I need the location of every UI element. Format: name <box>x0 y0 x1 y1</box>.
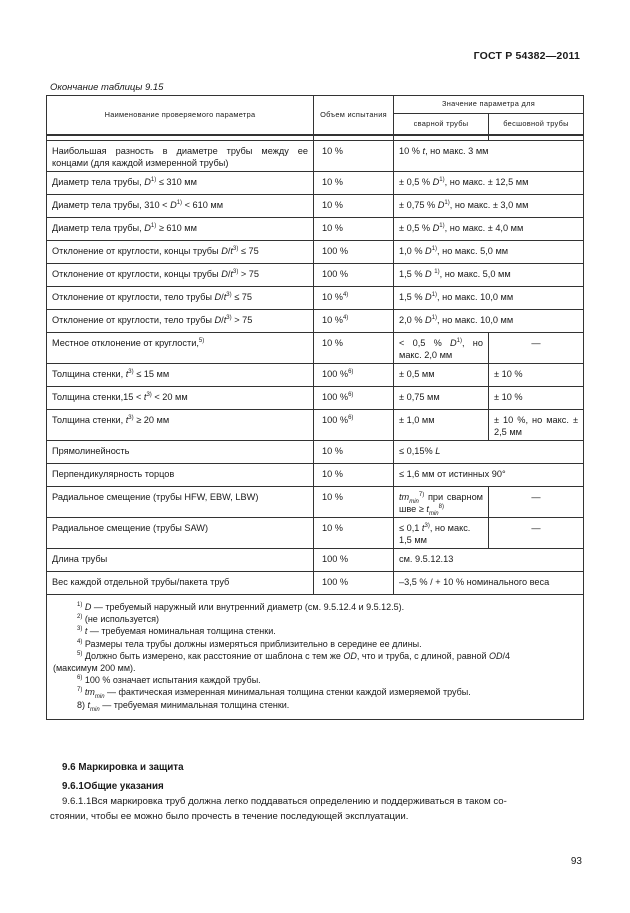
row-param: Длина трубы <box>47 549 314 572</box>
row-volume: 100 %$^{6)}$ <box>314 387 394 410</box>
table-row <box>47 310 584 333</box>
row-value: ≤ 0,15% L <box>394 441 584 464</box>
row-param: Диаметр тела трубы, $D^{1)} \le 310$ мм <box>47 172 314 195</box>
paragraph-9-6-1-1: 9.6.1.1Вся маркировка труб должна легко поддаваться определению и поддерживаться в таком со- <box>62 796 507 807</box>
footnote: $^{1)}$ D — требуемый наружный или внутренний диаметр (см. 9.5.12.4 и 9.5.12.5). <box>77 602 405 612</box>
table-row <box>47 572 584 595</box>
footnote: $^{3)}$ t — требуемая номинальная толщина стенки. <box>77 626 276 637</box>
row-value: ± 0,5 % $D^{1)}$, но макс. ± 12,5 мм <box>394 172 584 195</box>
row-value: ± 0,5 % $D^{1)}$, но макс. ± 4,0 мм <box>394 218 584 241</box>
footnote: $^{6)}$ 100 % означает испытания каждой трубы. <box>77 675 261 686</box>
table-row <box>47 441 584 464</box>
table-row <box>47 287 584 310</box>
row-param: Толщина стенки, $t^{3)} \ge 20$ мм <box>47 410 314 441</box>
paragraph-9-6-1-1-continuation: стоянии, чтобы ее можно было прочесть в течение последующей эксплуатации. <box>50 811 409 822</box>
row-volume: 10 % <box>314 218 394 241</box>
table-row <box>47 549 584 572</box>
row-value-welded: ± 0,75 мм <box>394 387 489 410</box>
row-volume: 10 % <box>314 464 394 487</box>
row-param: Отклонение от круглости, тело трубы $D/t^{3)} > 75$ <box>47 310 314 333</box>
row-value-seamless: — <box>489 333 584 364</box>
table-row <box>47 264 584 287</box>
row-param: Отклонение от круглости, тело трубы $D/t^{3)} \le 75$ <box>47 287 314 310</box>
row-value: 2,0 % $D^{1)}$, но макс. 10,0 мм <box>394 310 584 333</box>
row-volume: 10 % <box>314 195 394 218</box>
row-value-welded: ± 1,0 мм <box>394 410 489 441</box>
table-row <box>47 241 584 264</box>
row-param: Толщина стенки, $t^{3)} \le 15$ мм <box>47 364 314 387</box>
row-param: Диаметр тела трубы, $D^{1)} \ge 610$ мм <box>47 218 314 241</box>
row-volume: 100 % <box>314 241 394 264</box>
row-param: Местное отклонение от круглости,$^{5)}$ <box>47 333 314 364</box>
row-volume: 10 % <box>314 441 394 464</box>
row-value: 1,0 % $D^{1)}$, но макс. 5,0 мм <box>394 241 584 264</box>
table-row <box>47 141 584 172</box>
row-value: ≤ 1,6 мм от истинных 90° <box>394 464 584 487</box>
footnote: $^{7)}$ $tm_{min}$ — фактическая измеренная минимальная толщина стенки каждой измеряемой трубы. <box>77 687 471 701</box>
table-caption: Окончание таблицы 9.15 <box>50 82 164 93</box>
row-value-seamless: — <box>489 518 584 549</box>
row-value: 10 % t, но макс. 3 мм <box>394 141 584 172</box>
table-notes-row <box>47 595 584 720</box>
page-number: 93 <box>570 856 582 867</box>
table-row <box>47 410 584 441</box>
row-param: Радиальное смещение (трубы SAW) <box>47 518 314 549</box>
row-value: 1,5 % $D^{1)}$, но макс. 10,0 мм <box>394 287 584 310</box>
row-volume: 10 %$^{4)}$ <box>314 310 394 333</box>
row-volume: 10 % <box>314 141 394 172</box>
section-heading-9-6-1: 9.6.1Общие указания <box>62 781 164 792</box>
row-value-seamless: ± 10 %, но макс. ± 2,5 мм <box>489 410 584 441</box>
section-heading-9-6: 9.6 Маркировка и защита <box>62 762 184 773</box>
row-param: Отклонение от круглости, концы трубы $D/t^{3)} \le 75$ <box>47 241 314 264</box>
standard-number: ГОСТ Р 54382—2011 <box>473 50 580 62</box>
row-value-welded: ≤ 0,1 $t^{3)}$, но макс. 1,5 мм <box>394 518 489 549</box>
table-notes <box>47 595 584 720</box>
row-param: Перпендикулярность торцов <box>47 464 314 487</box>
footnote-continuation: (максимум 200 мм). <box>53 663 136 674</box>
parameters-table <box>46 95 584 720</box>
table-row <box>47 518 584 549</box>
row-value: –3,5 % / + 10 % номинального веса <box>394 572 584 595</box>
row-volume: 100 % <box>314 572 394 595</box>
row-value-seamless: ± 10 % <box>489 364 584 387</box>
row-volume: 10 % <box>314 487 394 518</box>
row-param: Наибольшая разность в диаметре трубы между ее концами (для каждой измеренной трубы) <box>47 141 314 172</box>
table-row <box>47 387 584 410</box>
table-row <box>47 195 584 218</box>
footnote: $^{2)}$ (не используется) <box>77 614 159 625</box>
header-param: Наименование проверяемого параметра <box>47 96 314 136</box>
header-seamless: бесшовной трубы <box>489 114 584 136</box>
row-volume: 10 % <box>314 172 394 195</box>
table-row <box>47 487 584 518</box>
row-param: Толщина стенки,15 < $t^{3)} < 20$ мм <box>47 387 314 410</box>
row-volume: 10 %$^{4)}$ <box>314 287 394 310</box>
row-param: Отклонение от круглости, концы трубы $D/t^{3)} > 75$ <box>47 264 314 287</box>
row-param: Вес каждой отдельной трубы/пакета труб <box>47 572 314 595</box>
table-row <box>47 364 584 387</box>
table-row <box>47 218 584 241</box>
row-value-welded: ± 0,5 мм <box>394 364 489 387</box>
row-value: ± 0,75 % $D^{1)}$, но макс. ± 3,0 мм <box>394 195 584 218</box>
table-row <box>47 464 584 487</box>
footnote: 8) $t_{min}$ — требуемая минимальная толщина стенки. <box>77 699 290 713</box>
footnote: $^{5)}$ Должно быть измерено, как расстояние от шаблона с тем же OD, что и труба, с длиной, равной OD/4 <box>77 650 511 661</box>
row-param: Прямолинейность <box>47 441 314 464</box>
row-value-welded: $tm_{min}^{7)}$ при сварном шве ≥ $t_{min}^{8)}$ <box>394 487 489 518</box>
row-value: см. 9.5.12.13 <box>394 549 584 572</box>
header-welded: сварной трубы <box>394 114 489 136</box>
header-value: Значение параметра для <box>394 96 584 114</box>
row-volume: 10 % <box>314 518 394 549</box>
row-value: 1,5 % D $^{1)}$, но макс. 5,0 мм <box>394 264 584 287</box>
row-volume: 100 % <box>314 549 394 572</box>
row-value-seamless: ± 10 % <box>489 387 584 410</box>
row-param: Радиальное смещение (трубы HFW, EBW, LBW) <box>47 487 314 518</box>
row-value-seamless: — <box>489 487 584 518</box>
row-volume: 100 % <box>314 264 394 287</box>
row-volume: 10 % <box>314 333 394 364</box>
row-param: Диаметр тела трубы, $310 < D^{1)} < 610$ мм <box>47 195 314 218</box>
row-volume: 100 %$^{6)}$ <box>314 364 394 387</box>
row-volume: 100 %$^{6)}$ <box>314 410 394 441</box>
table-row <box>47 172 584 195</box>
row-value-welded: < 0,5 % $D^{1)}$, но макс. 2,0 мм <box>394 333 489 364</box>
table-row <box>47 333 584 364</box>
header-volume: Объем испытания <box>314 96 394 136</box>
footnote: $^{4)}$ Размеры тела трубы должны измеряться приблизительно в середине ее длины. <box>77 638 422 649</box>
